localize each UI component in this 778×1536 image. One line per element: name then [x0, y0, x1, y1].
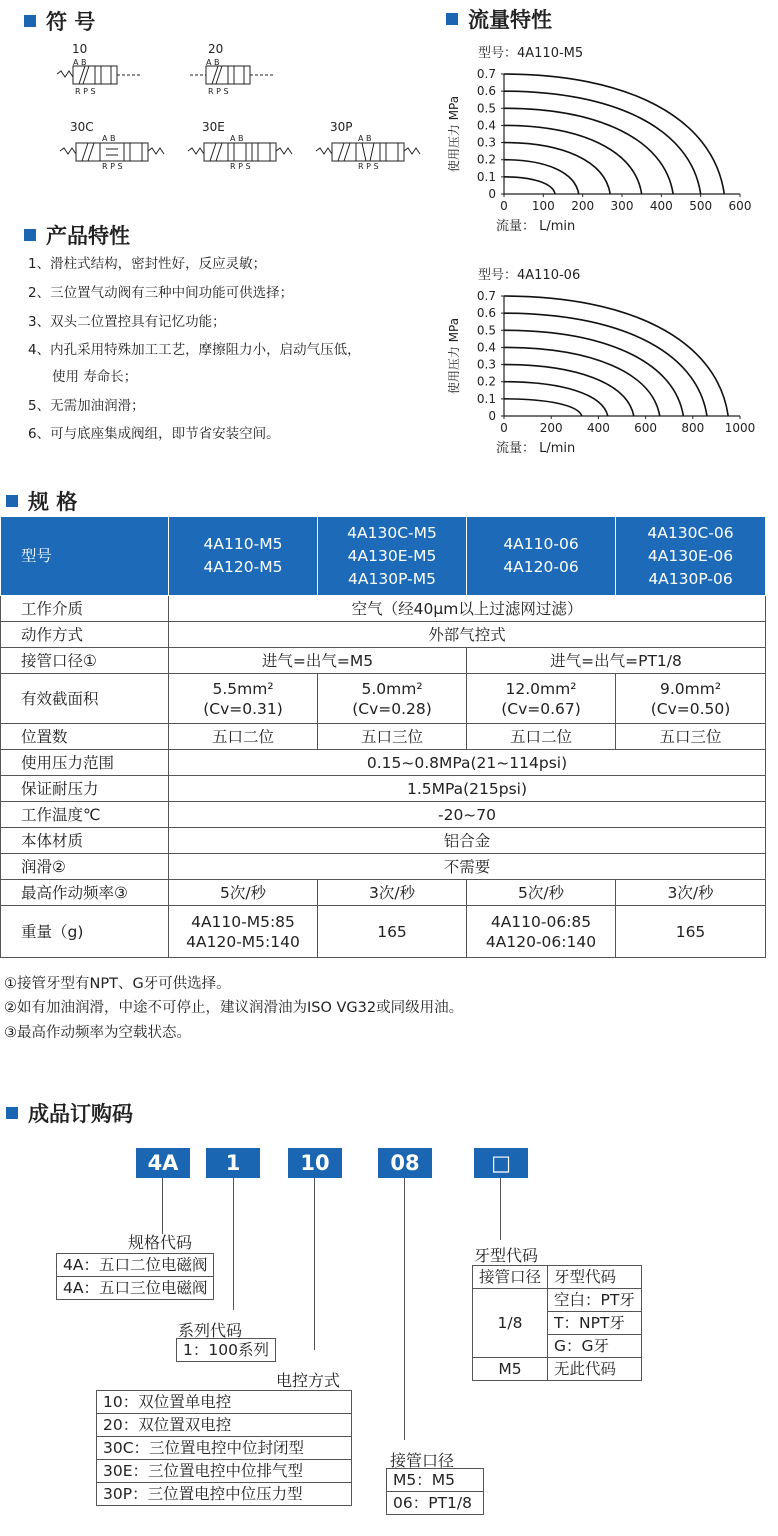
- series-line: [504, 108, 673, 194]
- connector-line: [233, 1178, 234, 1310]
- cell: 空气（经40μm以上过滤网过滤）: [169, 596, 766, 622]
- cell: 4A110-M5:85 4A120-M5:140: [169, 906, 318, 958]
- port-top-label: A B: [73, 58, 87, 67]
- list-item: 10：双位置单电控: [97, 1391, 352, 1414]
- row-label: 最高作动频率③: [1, 880, 169, 906]
- row-label: 工作温度℃: [1, 802, 169, 828]
- control-title: 电控方式: [276, 1371, 341, 1390]
- chart-title: 型号：4A110-06: [478, 268, 581, 283]
- x-tick-label: 400: [649, 199, 673, 213]
- series-line: [504, 365, 634, 416]
- code-box-type: 1: [206, 1148, 260, 1178]
- x-tick-label: 800: [681, 421, 705, 435]
- row-label: 有效截面积: [1, 674, 169, 724]
- row-label: 使用压力范围: [1, 750, 169, 776]
- header-cell: 接管口径: [473, 1266, 548, 1289]
- x-tick-label: 100: [531, 199, 555, 213]
- series-code-table: [176, 1338, 276, 1362]
- series-line: [504, 143, 610, 194]
- port-top-label: A B: [358, 134, 372, 143]
- symbol-label: 30E: [202, 120, 225, 134]
- feature-item: 1、滑柱式结构，密封性好，反应灵敏；: [28, 256, 267, 272]
- cell: 空白：PT牙: [548, 1289, 642, 1312]
- cell: 5次/秒: [169, 880, 318, 906]
- cell: 165: [616, 906, 766, 958]
- cell: 9.0mm² (Cv=0.50): [616, 674, 766, 724]
- table-row: [1, 724, 766, 750]
- port-title: 接管口径: [390, 1451, 455, 1470]
- cell: 进气=出气=PT1/8: [467, 648, 766, 674]
- y-tick-label: 0: [488, 187, 496, 201]
- list-item: 30E：三位置电控中位排气型: [97, 1460, 352, 1483]
- series-line: [504, 177, 555, 194]
- x-tick-label: 0: [500, 199, 508, 213]
- code-box-port: 08: [378, 1148, 432, 1178]
- list-item: 4A：五口三位电磁阀: [57, 1277, 214, 1300]
- bullet-square-icon: [24, 15, 36, 27]
- features-title: [24, 220, 130, 250]
- y-tick-label: 0.5: [476, 101, 496, 116]
- feature-item: 3、双头二位置控具有记忆功能；: [28, 314, 226, 330]
- x-tick-label: 200: [539, 421, 563, 435]
- table-row: [1, 622, 766, 648]
- flow-title-text: 流量特性: [468, 8, 552, 32]
- table-row: [1, 596, 766, 622]
- table-row: [1, 880, 766, 906]
- spec-code-title: 规格代码: [128, 1233, 193, 1252]
- code-box-control: 10: [288, 1148, 342, 1178]
- series-line: [504, 91, 701, 194]
- cell: T：NPT牙: [548, 1312, 642, 1335]
- cell: 165: [318, 906, 467, 958]
- footnote: ①接管牙型有NPT、G牙可供选择。: [4, 976, 231, 992]
- header-cell: 牙型代码: [548, 1266, 642, 1289]
- cell: 1/8: [473, 1289, 548, 1358]
- y-axis-label: 使用压力 MPa: [447, 95, 461, 173]
- footnote: ③最高作动频率为空载状态。: [4, 1025, 191, 1041]
- series-code-title: 系列代码: [178, 1321, 243, 1340]
- feature-item: 使用 寿命长；: [52, 369, 138, 385]
- features-title-text: 产品特性: [46, 224, 130, 248]
- cell: 外部气控式: [169, 622, 766, 648]
- port-bottom-label: R P S: [230, 162, 251, 171]
- row-label: 接管口径①: [1, 648, 169, 674]
- symbol-label: 30P: [330, 120, 353, 134]
- table-row: [1, 674, 766, 724]
- row-label: 本体材质: [1, 828, 169, 854]
- cell: 3次/秒: [318, 880, 467, 906]
- y-tick-label: 0.4: [476, 340, 496, 355]
- x-tick-label: 600: [634, 421, 658, 435]
- cell: M5: [473, 1358, 548, 1381]
- y-tick-label: 0.6: [476, 84, 496, 99]
- valve-symbol-10-icon: [55, 58, 145, 98]
- row-label: 重量（g): [1, 906, 169, 958]
- thread-title: 牙型代码: [474, 1246, 539, 1265]
- cell: 五口三位: [616, 724, 766, 750]
- spec-title-text: 规 格: [28, 490, 78, 514]
- x-tick-label: 500: [689, 199, 713, 213]
- cell: -20~70: [169, 802, 766, 828]
- feature-item: 2、三位置气动阀有三种中间功能可供选择；: [28, 285, 294, 301]
- x-tick-label: 1000: [724, 421, 756, 435]
- valve-symbol-20-icon: [188, 58, 288, 98]
- symbol-label: 10: [72, 42, 88, 56]
- symbol-label: 30C: [70, 120, 94, 134]
- code-box-thread: □: [474, 1148, 528, 1178]
- flow-chart-06: [440, 282, 770, 457]
- cell: 12.0mm² (Cv=0.67): [467, 674, 616, 724]
- symbols-title-text: 符 号: [46, 10, 96, 34]
- cell: 4A110-06:85 4A120-06:140: [467, 906, 616, 958]
- feature-item: 4、内孔采用特殊加工工艺，摩擦阻力小，启动气压低，: [28, 342, 361, 358]
- series-line: [504, 125, 642, 194]
- cell: G：G牙: [548, 1335, 642, 1358]
- x-tick-label: 600: [728, 199, 752, 213]
- list-item: 4A：五口二位电磁阀: [57, 1254, 214, 1277]
- cell: 5.0mm² (Cv=0.28): [318, 674, 467, 724]
- table-row: [1, 517, 766, 596]
- x-tick-label: 300: [610, 199, 634, 213]
- bullet-square-icon: [6, 495, 18, 507]
- row-label: 保证耐压力: [1, 776, 169, 802]
- cell: 1.5MPa(215psi): [169, 776, 766, 802]
- port-bottom-label: R P S: [75, 87, 96, 96]
- cell: 五口二位: [467, 724, 616, 750]
- connector-line: [500, 1178, 501, 1240]
- table-row: [1, 802, 766, 828]
- cell: 进气=出气=M5: [169, 648, 467, 674]
- x-axis-label: 流量： L/min: [496, 441, 576, 456]
- y-tick-label: 0.7: [476, 67, 496, 81]
- cell: 5.5mm² (Cv=0.31): [169, 674, 318, 724]
- flow-title: [446, 4, 552, 34]
- bullet-square-icon: [6, 1107, 18, 1119]
- bullet-square-icon: [24, 229, 36, 241]
- y-tick-label: 0.2: [476, 152, 496, 167]
- list-item: 30C：三位置电控中位封闭型: [97, 1437, 352, 1460]
- y-axis-label: 使用压力 MPa: [447, 317, 461, 395]
- list-item: 20：双位置双电控: [97, 1414, 352, 1437]
- y-tick-label: 0.1: [476, 169, 496, 184]
- y-tick-label: 0.7: [476, 289, 496, 303]
- control-table: [96, 1390, 352, 1506]
- y-tick-label: 0.4: [476, 118, 496, 133]
- code-box-series: 4A: [136, 1148, 190, 1178]
- y-tick-label: 0: [488, 409, 496, 423]
- cell: 0.15~0.8MPa(21~114psi): [169, 750, 766, 776]
- spec-table: [0, 516, 766, 958]
- connector-line: [404, 1178, 405, 1440]
- table-row: [1, 776, 766, 802]
- chart-title: 型号：4A110-M5: [478, 46, 584, 61]
- port-top-label: A B: [102, 134, 116, 143]
- x-tick-label: 200: [571, 199, 595, 213]
- port-bottom-label: R P S: [102, 162, 123, 171]
- port-bottom-label: R P S: [208, 87, 229, 96]
- feature-item: 5、无需加油润滑；: [28, 398, 145, 414]
- header-cell: 4A130C-06 4A130E-06 4A130P-06: [616, 517, 766, 596]
- row-label: 润滑②: [1, 854, 169, 880]
- header-cell: 4A110-M5 4A120-M5: [169, 517, 318, 596]
- symbol-label: 20: [208, 42, 224, 56]
- row-label: 位置数: [1, 724, 169, 750]
- y-tick-label: 0.3: [476, 357, 496, 372]
- cell: 五口二位: [169, 724, 318, 750]
- port-bottom-label: R P S: [358, 162, 379, 171]
- list-item: 30P：三位置电控中位压力型: [97, 1483, 352, 1506]
- table-row: [1, 906, 766, 958]
- table-row: [1, 648, 766, 674]
- row-label: 工作介质: [1, 596, 169, 622]
- list-item: 06：PT1/8: [387, 1492, 484, 1515]
- header-cell: 型号: [1, 517, 169, 596]
- bullet-square-icon: [446, 13, 458, 25]
- cell: 5次/秒: [467, 880, 616, 906]
- feature-item: 6、可与底座集成阀组，即节省安装空间。: [28, 426, 280, 442]
- footnote: ②如有加油润滑，中途不可停止，建议润滑油为ISO VG32或同级用油。: [4, 1000, 464, 1016]
- symbols-title: [24, 6, 95, 36]
- connector-line: [162, 1178, 163, 1234]
- order-title: [6, 1098, 133, 1128]
- list-item: 1：100系列: [177, 1339, 276, 1362]
- cell: 五口三位: [318, 724, 467, 750]
- y-tick-label: 0.5: [476, 323, 496, 338]
- list-item: M5：M5: [387, 1469, 484, 1492]
- x-tick-label: 400: [586, 421, 610, 435]
- table-row: [1, 854, 766, 880]
- thread-table: [472, 1265, 642, 1381]
- x-axis-label: 流量： L/min: [496, 219, 576, 234]
- port-table: [386, 1468, 484, 1515]
- flow-chart-m5: [440, 60, 770, 235]
- spec-code-table: [56, 1253, 214, 1300]
- port-top-label: A B: [206, 58, 220, 67]
- table-row: [1, 750, 766, 776]
- header-cell: 4A130C-M5 4A130E-M5 4A130P-M5: [318, 517, 467, 596]
- y-tick-label: 0.6: [476, 306, 496, 321]
- cell: 不需要: [169, 854, 766, 880]
- table-row: [1, 828, 766, 854]
- y-tick-label: 0.2: [476, 374, 496, 389]
- connector-line: [314, 1178, 315, 1350]
- header-cell: 4A110-06 4A120-06: [467, 517, 616, 596]
- cell: 无此代码: [548, 1358, 642, 1381]
- row-label: 动作方式: [1, 622, 169, 648]
- series-line: [504, 399, 582, 416]
- cell: 3次/秒: [616, 880, 766, 906]
- port-top-label: A B: [230, 134, 244, 143]
- spec-title: [6, 486, 77, 516]
- x-tick-label: 0: [500, 421, 508, 435]
- cell: 铝合金: [169, 828, 766, 854]
- order-title-text: 成品订购码: [28, 1102, 133, 1126]
- y-tick-label: 0.3: [476, 135, 496, 150]
- y-tick-label: 0.1: [476, 391, 496, 406]
